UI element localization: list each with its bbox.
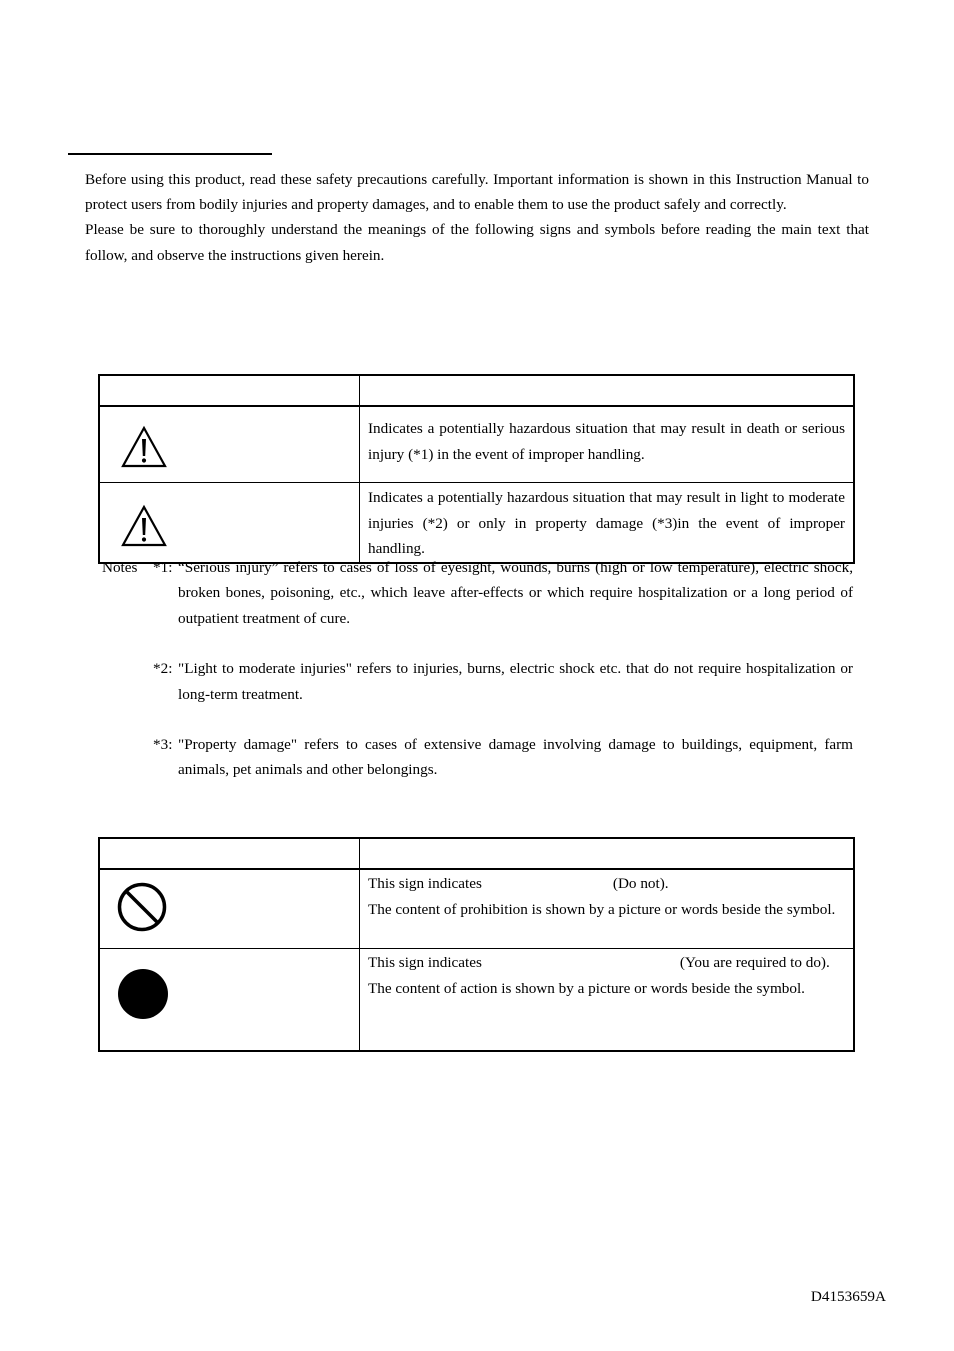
action-description <box>360 949 855 1052</box>
action-symbol-cell <box>99 949 360 1052</box>
prohibition-line-2: The content of prohibition is shown by a picture or words beside the symbol. <box>368 900 836 918</box>
note-3 <box>102 732 853 783</box>
caution-triangle-icon <box>120 504 168 548</box>
caution-description: Indicates a potentially hazardous situation that may result in light to moderate injuries (*2) or only in property damage (*3)in the event of improper handling. <box>368 489 845 557</box>
signal-row-warning <box>99 406 854 483</box>
action-line-2: The content of action is shown by a picture or words beside the symbol. <box>368 979 805 997</box>
symbol-row-action <box>99 949 854 1052</box>
note-text: “Serious injury” refers to cases of loss of eyesight, wounds, burns (high or low temperature), electric shock, broken bones, poisoning, etc., which leave after-effects or which require hospitalization or a long period of outpatient treatment of cure. <box>178 559 853 627</box>
note-marker: *3: <box>153 736 173 754</box>
warning-triangle-icon <box>120 425 168 469</box>
signal-header-cell-2 <box>360 375 855 406</box>
prohibition-line-1-start: This sign indicates <box>368 875 482 892</box>
notes-label: Notes <box>102 559 138 576</box>
note-marker: *1: <box>153 559 173 576</box>
symbol-table <box>98 837 855 1052</box>
signal-header-cell-1 <box>99 375 360 406</box>
mandatory-action-icon <box>117 968 169 1020</box>
symbol-table-header <box>99 838 854 869</box>
note-text: "Property damage" refers to cases of extensive damage involving damage to buildings, equipment, farm animals, pet animals and other belongings. <box>178 736 853 779</box>
prohibition-line-1 <box>368 871 845 897</box>
warning-description: Indicates a potentially hazardous situation that may result in death or serious injury (*1) in the event of improper handling. <box>360 406 855 483</box>
intro-paragraph-2: Please be sure to thoroughly understand the meanings of the following signs and symbols before reading the main text that follow, and observe the instructions given herein. <box>85 221 869 264</box>
symbol-header-cell-2 <box>360 838 855 869</box>
note-marker: *2: <box>153 660 173 678</box>
prohibition-symbol-cell <box>99 869 360 949</box>
intro-paragraph-1: Before using this product, read these safety precautions carefully. Important information is shown in this Instruction Manual to protect users from bodily injuries and property damages, and to enable them to use the product safely and correctly. <box>85 171 869 214</box>
intro-text <box>85 167 869 268</box>
signal-row-caution <box>99 483 854 563</box>
notes-section <box>102 555 853 783</box>
note-2 <box>102 656 853 707</box>
prohibition-description <box>360 869 855 949</box>
signal-word-table <box>98 374 855 564</box>
action-line-1-end: (You are required to do). <box>679 954 830 971</box>
symbol-header-cell-1 <box>99 838 360 869</box>
warning-symbol-cell <box>99 406 360 483</box>
action-line-1 <box>368 950 845 976</box>
prohibition-line-1-end: (Do not). <box>612 875 669 892</box>
symbol-row-prohibition <box>99 869 854 949</box>
action-line-1-start: This sign indicates <box>368 954 482 971</box>
note-1 <box>102 555 853 631</box>
note-text: "Light to moderate injuries" refers to injuries, burns, electric shock etc. that do not require hospitalization or long-term treatment. <box>178 660 853 703</box>
signal-table-header <box>99 375 854 406</box>
document-id: D4153659A <box>810 1288 886 1305</box>
heading-underline <box>68 153 272 155</box>
caution-symbol-cell <box>99 483 360 563</box>
prohibition-icon <box>117 882 167 932</box>
